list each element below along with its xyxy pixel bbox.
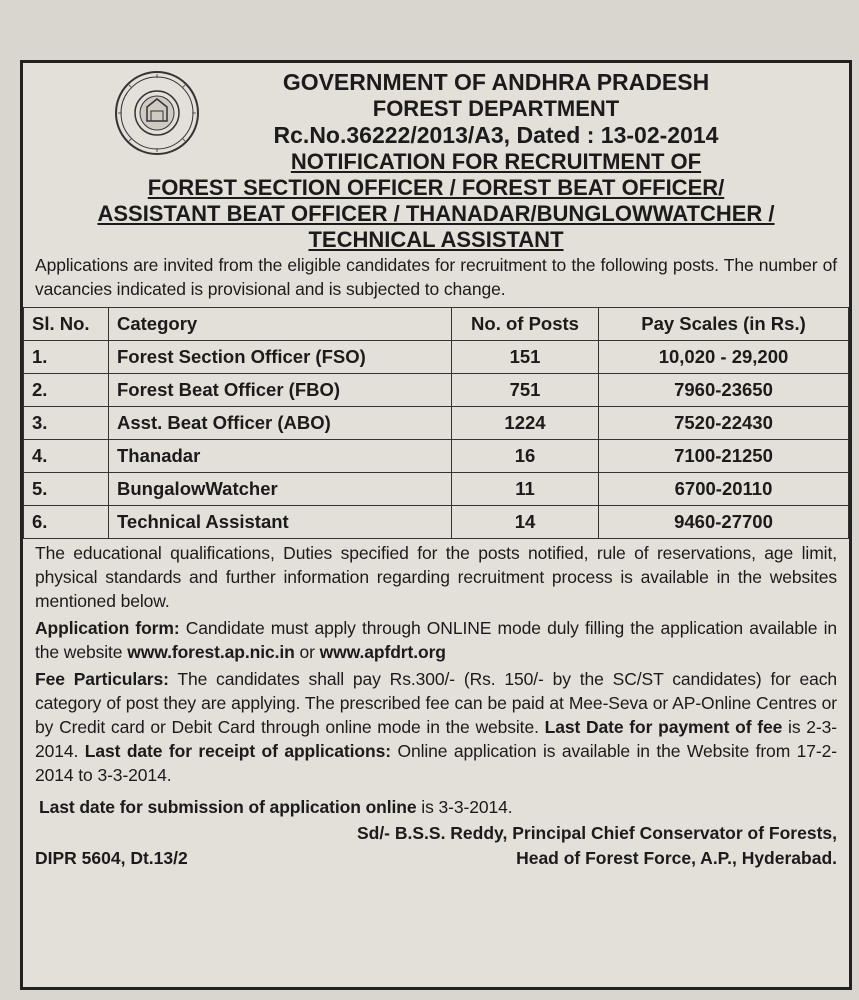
pay-scale: 10,020 - 29,200 — [599, 341, 849, 374]
table-row — [24, 440, 849, 473]
sl-no: 2. — [24, 374, 109, 407]
posts: 1224 — [452, 407, 599, 440]
sl-no: 6. — [24, 506, 109, 539]
receipt-deadline-text: Online application is available in the Website from 17-2-2014 to 3-3-2014. — [35, 741, 837, 785]
fee-deadline-text: is 2-3-2014. — [35, 717, 837, 761]
pay-scale: 7520-22430 — [599, 407, 849, 440]
submission-deadline-text: is 3-3-2014. — [416, 797, 513, 817]
posts: 751 — [452, 374, 599, 407]
or-text: or — [294, 642, 320, 662]
application-form-text: Candidate must apply through ONLINE mode duly filling the application available in the website — [35, 618, 837, 662]
table-row — [24, 506, 849, 539]
department-title: FOREST DEPARTMENT — [372, 96, 620, 121]
government-emblem-icon — [113, 69, 201, 157]
sl-no: 5. — [24, 473, 109, 506]
category: BungalowWatcher — [109, 473, 452, 506]
category: Forest Section Officer (FSO) — [109, 341, 452, 374]
pay-scale: 6700-20110 — [599, 473, 849, 506]
sl-no: 3. — [24, 407, 109, 440]
posts: 11 — [452, 473, 599, 506]
application-form-label: Application form: — [35, 618, 180, 638]
receipt-deadline-label: Last date for receipt of applications: — [84, 741, 391, 761]
table-header-row — [24, 308, 849, 341]
category: Thanadar — [109, 440, 452, 473]
website-link-forest[interactable]: www.forest.ap.nic.in — [127, 642, 295, 662]
qualifications-paragraph: The educational qualifications, Duties specified for the posts notified, rule of reservations, age limit, physical standards and further information regarding recruitment process is available in the websites mentioned below. — [35, 543, 837, 611]
fee-deadline-label: Last Date for payment of fee — [544, 717, 783, 737]
dipr-reference: DIPR 5604, Dt.13/2 — [35, 848, 188, 868]
website-link-apfdrt[interactable]: www.apfdrt.org — [319, 642, 446, 662]
signature-line-1: Sd/- B.S.S. Reddy, Principal Chief Conservator of Forests, — [356, 823, 837, 843]
table-row — [24, 473, 849, 506]
posts-title-line-3: TECHNICAL ASSISTANT — [308, 227, 564, 252]
pay-scale: 7960-23650 — [599, 374, 849, 407]
pay-scale: 9460-27700 — [599, 506, 849, 539]
posts: 16 — [452, 440, 599, 473]
application-form-paragraph — [35, 616, 837, 664]
column-header: Sl. No. — [24, 308, 109, 341]
intro-paragraph: Applications are invited from the eligible candidates for recruitment to the following posts. The number of vacancies indicated is provisional and is subjected to change. — [35, 255, 837, 299]
signature-line-2: Head of Forest Force, A.P., Hyderabad. — [516, 848, 837, 868]
category: Forest Beat Officer (FBO) — [109, 374, 452, 407]
recruitment-notice — [20, 60, 852, 990]
posts-title-line-1: FOREST SECTION OFFICER / FOREST BEAT OFFICER/ — [147, 175, 725, 200]
column-header: Category — [109, 308, 452, 341]
pay-scale: 7100-21250 — [599, 440, 849, 473]
table-row — [24, 407, 849, 440]
vacancy-table — [23, 307, 849, 539]
fee-particulars-label: Fee Particulars: — [35, 669, 169, 689]
footer-row — [35, 848, 837, 869]
column-header: Pay Scales (in Rs.) — [599, 308, 849, 341]
category: Technical Assistant — [109, 506, 452, 539]
reference-number: Rc.No.36222/2013/A3, Dated : 13-02-2014 — [273, 122, 719, 148]
submission-deadline-label: Last date for submission of application online — [39, 797, 417, 817]
table-row — [24, 341, 849, 374]
sl-no: 4. — [24, 440, 109, 473]
column-header: No. of Posts — [452, 308, 599, 341]
category: Asst. Beat Officer (ABO) — [109, 407, 452, 440]
government-title: GOVERNMENT OF ANDHRA PRADESH — [282, 69, 710, 95]
submission-deadline-paragraph — [35, 795, 837, 819]
table-row — [24, 374, 849, 407]
sl-no: 1. — [24, 341, 109, 374]
notification-title: NOTIFICATION FOR RECRUITMENT OF — [290, 149, 702, 174]
posts-title-line-2: ASSISTANT BEAT OFFICER / THANADAR/BUNGLOWWATCHER / — [97, 201, 775, 226]
posts: 14 — [452, 506, 599, 539]
posts: 151 — [452, 341, 599, 374]
fee-particulars-paragraph — [35, 667, 837, 787]
background-newsprint — [0, 0, 859, 60]
fee-particulars-text: The candidates shall pay Rs.300/- (Rs. 150/- by the SC/ST candidates) for each category of post they are applying. The prescribed fee can be paid at Mee-Seva or AP-Online Centres or by Credit card or Debit Card through online mode in the website. — [35, 669, 837, 737]
